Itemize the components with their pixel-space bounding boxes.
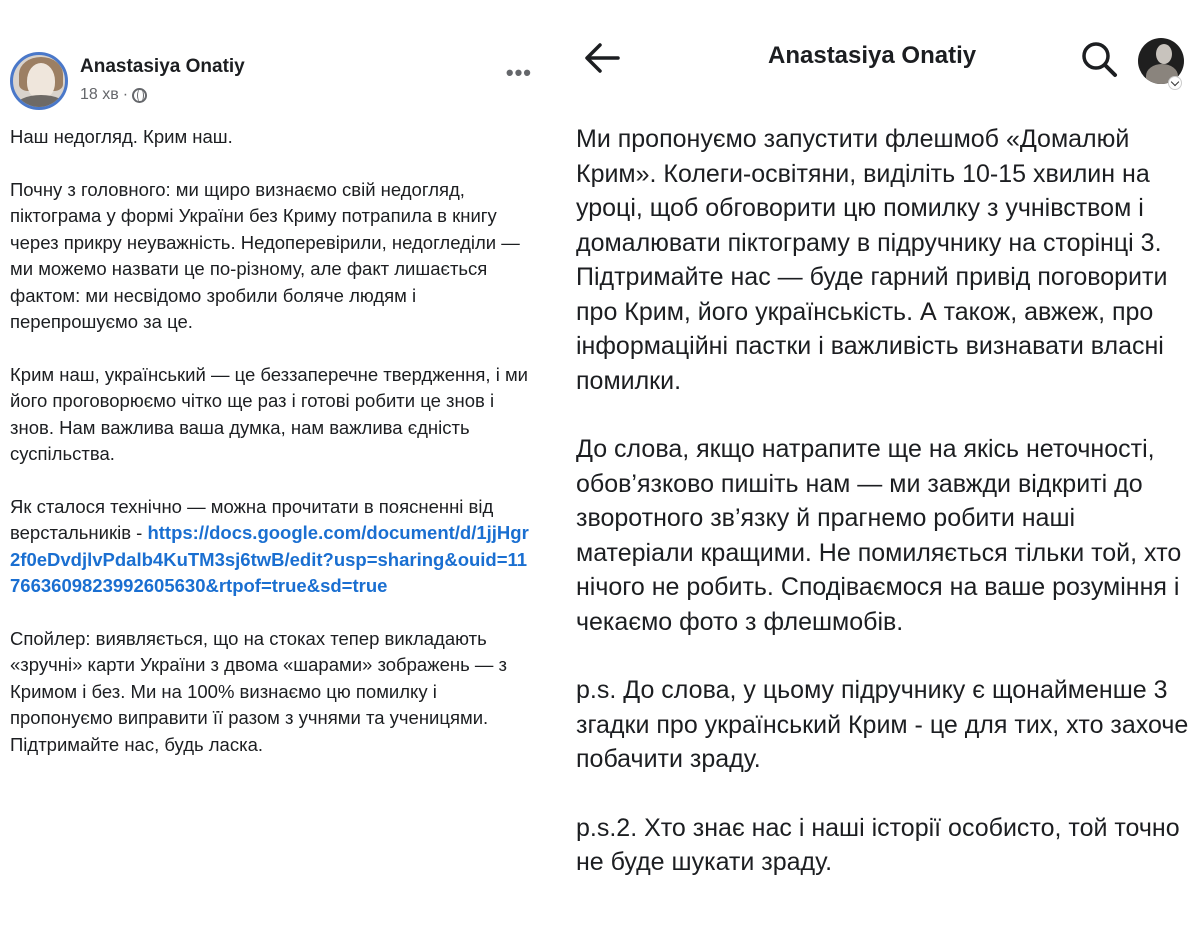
mobile-header [560,30,1200,90]
post-paragraph: Почну з головного: ми щиро визнаємо свій недогляд, піктограма у формі України без Криму потрапила в книгу через прикру неуважність. Недоперевірили, недогледіли — ми можемо назвати це по-різному, але факт лишається фактом: ми несвідомо зробили боляче людям і перепрошуємо за це. [10,178,520,332]
left-post-panel [0,0,540,950]
post-time[interactable]: 18 хв [80,86,119,103]
post-paragraph: Наш недогляд. Крим наш. [10,126,233,147]
post-meta [80,86,147,104]
post-paragraph: Спойлер: виявляється, що на стоках тепер викладають «зручні» карти України з двома «шарами» зображень — з Кримом і без. Ми на 100% визнаємо цю помилку і пропонуємо виправити її разом з учнями та ученицями. Підтримайте нас, будь ласка. [10,627,508,755]
avatar-shoulder [15,95,67,110]
right-post-panel [560,0,1200,950]
profile-head [1156,44,1172,64]
post-header [10,52,540,112]
author-name[interactable]: Anastasiya Onatiy [80,56,245,77]
meta-separator: · [122,86,129,103]
post-body [10,124,530,784]
post-paragraph: p.s.2. Хто знає нас і наші історії особисто, той точно не буде шукати зраду. [576,813,1180,876]
post-paragraph-with-link [10,494,530,600]
more-options-icon[interactable]: ••• [505,60,532,85]
post-paragraph: Крим наш, український — це беззаперечне твердження, і ми його проговорюємо чітко ще раз і готові робити це знов і знов. Нам важлива ваша думка, нам важлива єдність суспільства. [10,363,529,464]
post-paragraph: p.s. До слова, у цьому підручнику є щонайменше 3 згадки про український Крим - це для тих, хто захоче побачити зраду. [576,676,1189,773]
chevron-down-icon[interactable] [1168,76,1182,90]
avatar-face [27,63,55,99]
header-title[interactable]: Anastasiya Onatiy [768,42,977,69]
mobile-post-body [576,122,1196,914]
back-arrow-icon[interactable] [582,40,622,76]
search-icon[interactable] [1080,40,1118,78]
post-paragraph-text: Як сталося технічно — можна прочитати в поясненні від верстальників - [10,495,494,543]
globe-icon [132,88,147,103]
post-paragraph: До слова, якщо натрапите ще на якісь неточності, обов’язково пишіть нам — ми завжди відкриті до зворотного зв’язку й прагнемо робити наші матеріали кращими. Не помиляється тільки той, хто нічого не робить. Сподіваємося на ваше розуміння і чекаємо фото з флешмобів. [576,435,1182,636]
author-avatar[interactable] [10,52,68,110]
document-link[interactable]: https://docs.google.com/document/d/1jjHgr2f0eDvdjlvPdalb4KuTM3sj6twB/edit?usp=sharing&ouid=117663609823992605630&rtpof=true&sd=true [10,522,529,596]
post-paragraph: Ми пропонуємо запустити флешмоб «Домалюй Крим». Колеги-освітяни, виділіть 10-15 хвилин на уроці, щоб обговорити цю помилку з учнівством і домалювати піктограму в підручнику на сторінці 3. Підтримайте нас — буде гарний привід поговорити про Крим, його українськість. А також, авжеж, про інформаційні пастки і важливість визнавати власні помилки. [576,125,1168,395]
